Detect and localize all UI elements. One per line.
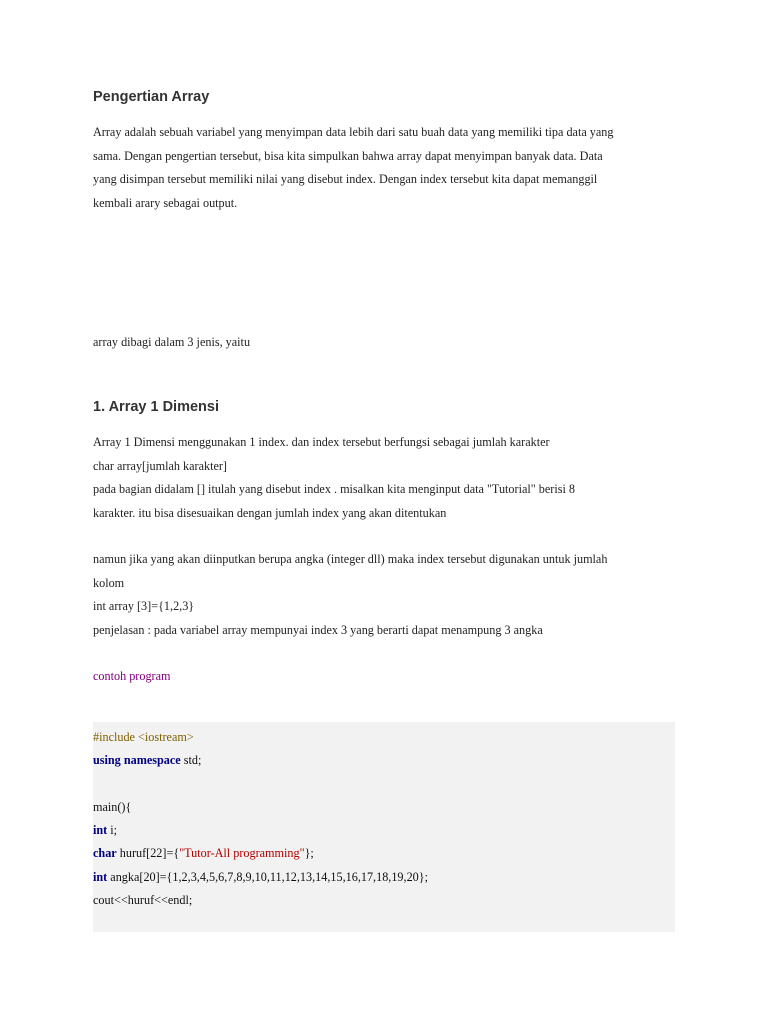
- paragraph-integer: [93, 548, 678, 642]
- code-text: main(){: [93, 799, 132, 814]
- paragraph-line: karakter. itu bisa disesuaikan dengan jumlah index yang akan ditentukan: [93, 505, 447, 520]
- paragraph-array-1d: [93, 431, 678, 525]
- example-label-text: contoh program: [93, 669, 171, 683]
- paragraph-intro: [93, 331, 678, 355]
- code-text: i;: [107, 823, 118, 838]
- paragraph-line: pada bagian didalam [] itulah yang disebut index . misalkan kita menginput data "Tutorial" berisi 8: [93, 482, 576, 496]
- code-string: "Tutor-All programming": [179, 846, 305, 861]
- heading-array-1-dimensi: 1. Array 1 Dimensi: [93, 399, 219, 415]
- code-text: huruf[22]={: [116, 846, 180, 861]
- paragraph-line: penjelasan : pada variabel array mempunyai index 3 yang berarti dapat menampung 3 angka: [93, 622, 543, 637]
- code-line: [93, 749, 675, 772]
- code-line: [93, 819, 675, 842]
- paragraph-line: kembali arary sebagai output.: [93, 195, 238, 210]
- paragraph-line: namun jika yang akan diinputkan berupa angka (integer dll) maka index tersebut digunakan untuk jumlah: [93, 552, 608, 566]
- code-keyword: int: [93, 869, 108, 884]
- code-keyword: using namespace: [93, 753, 181, 768]
- paragraph-line: Array adalah sebuah variabel yang menyimpan data lebih dari satu buah data yang memiliki tipa data yang: [93, 125, 614, 139]
- paragraph-line: Array 1 Dimensi menggunakan 1 index. dan index tersebut berfungsi sebagai jumlah karakter: [93, 435, 550, 449]
- code-include: #include <iostream>: [93, 730, 194, 744]
- code-block: [93, 722, 675, 932]
- code-text: angka[20]={1,2,3,4,5,6,7,8,9,10,11,12,13,14,15,16,17,18,19,20};: [107, 869, 428, 884]
- paragraph-pengertian: [93, 121, 678, 215]
- example-label: [93, 665, 678, 689]
- paragraph-line: sama. Dengan pengertian tersebut, bisa kita simpulkan bahwa array dapat menyimpan banyak data. Data: [93, 148, 603, 163]
- code-text: };: [304, 846, 314, 861]
- code-keyword: char: [93, 846, 117, 861]
- code-line: [93, 866, 675, 889]
- code-line: [93, 842, 675, 865]
- code-keyword: int: [93, 823, 108, 838]
- heading-pengertian-array: Pengertian Array: [93, 89, 210, 105]
- paragraph-line: yang disimpan tersebut memiliki nilai yang disebut index. Dengan index tersebut kita dapat memanggil: [93, 172, 598, 186]
- code-line: [93, 889, 675, 912]
- intro-text: array dibagi dalam 3 jenis, yaitu: [93, 335, 251, 349]
- code-line: [93, 726, 675, 749]
- code-line: [93, 796, 675, 819]
- paragraph-line: int array [3]={1,2,3}: [93, 599, 195, 613]
- paragraph-line: kolom: [93, 575, 125, 590]
- code-text: cout<<huruf<<endl;: [93, 893, 193, 908]
- code-text: std;: [180, 753, 202, 768]
- code-blank-line: [93, 773, 675, 796]
- paragraph-line: char array[jumlah karakter]: [93, 458, 227, 473]
